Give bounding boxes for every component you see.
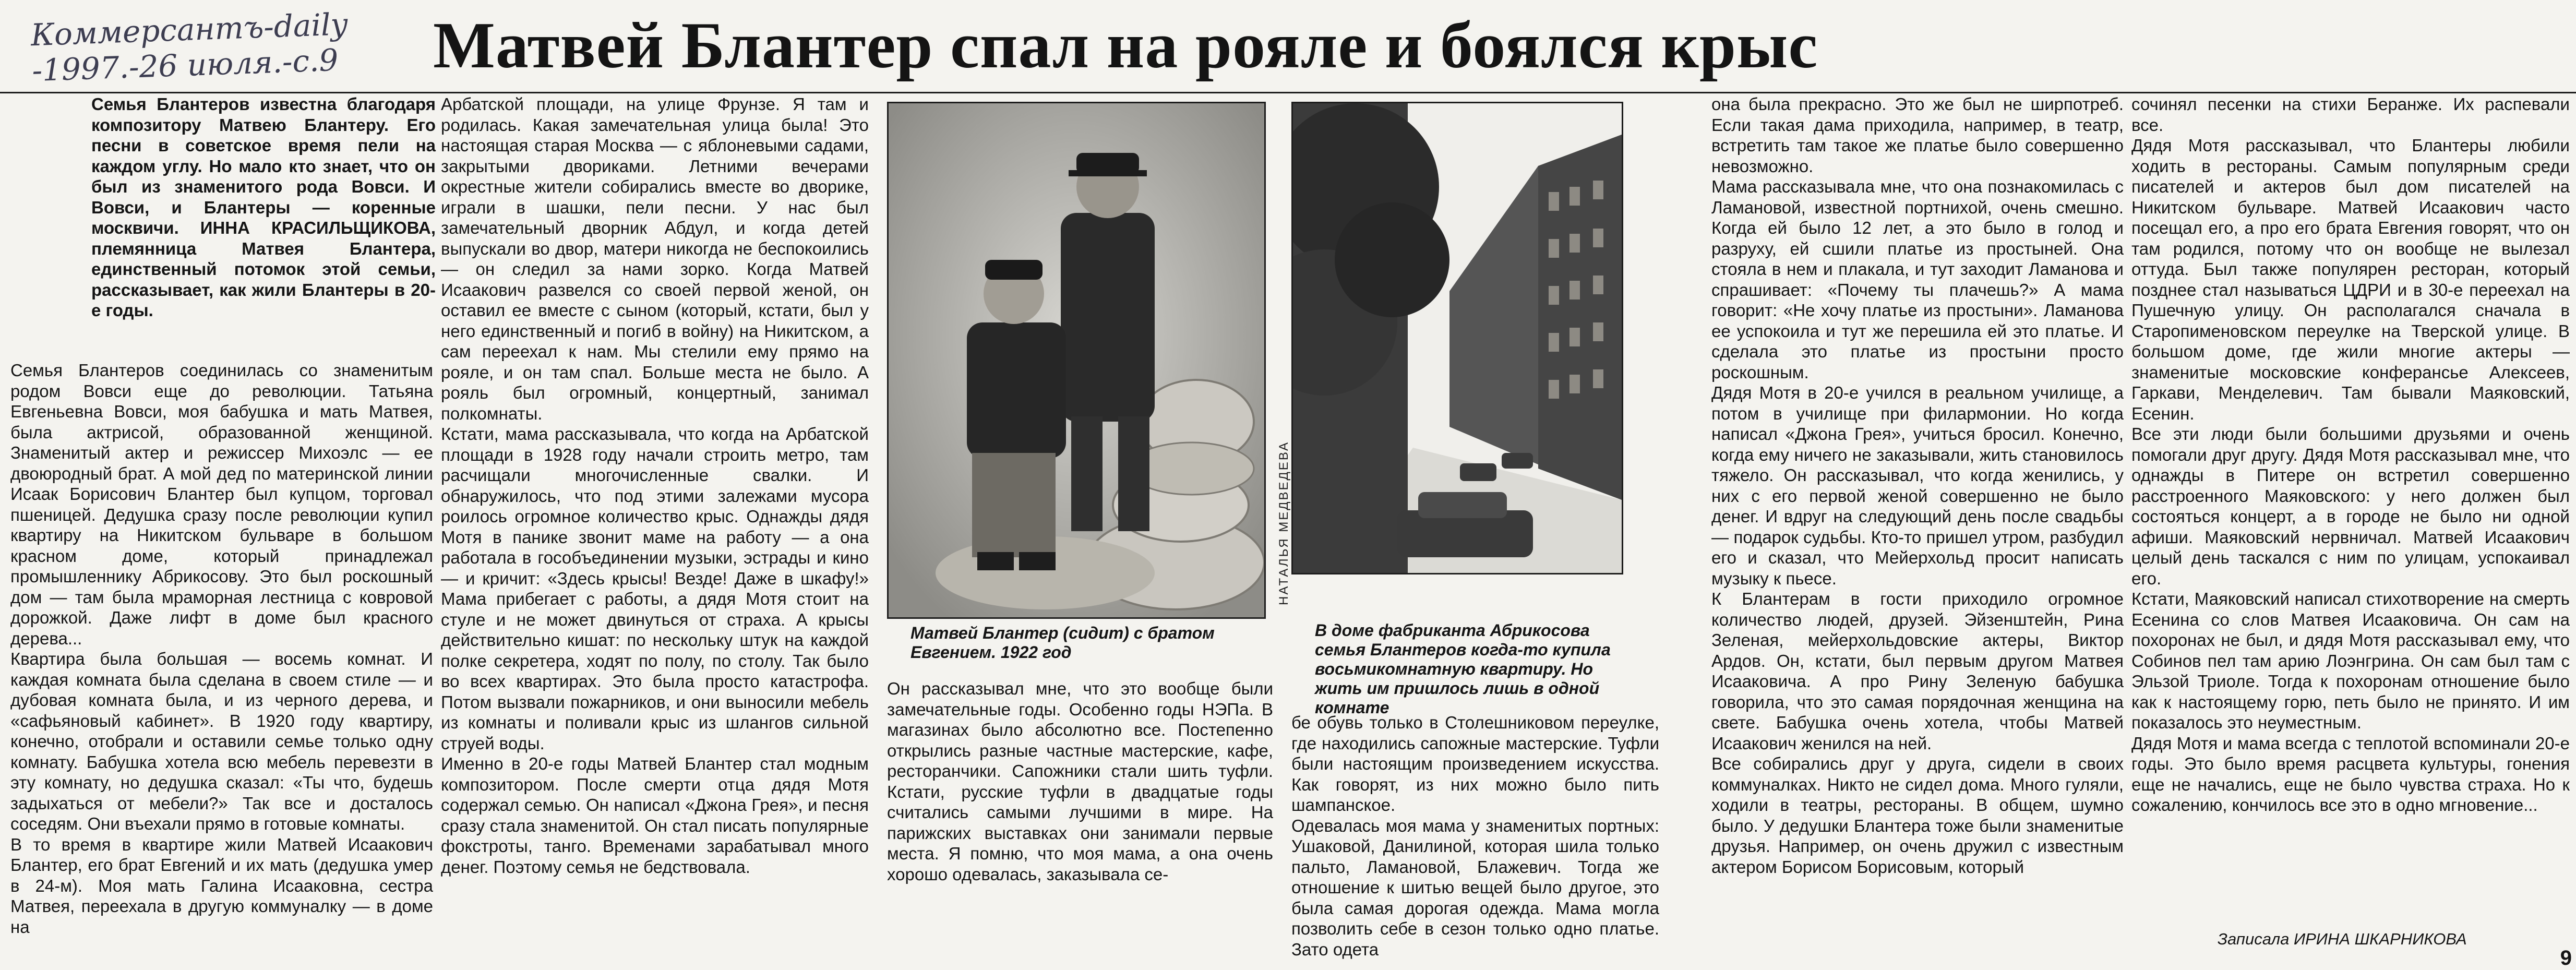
signature: Записала ИРИНА ШКАРНИКОВА bbox=[2218, 930, 2467, 948]
column-6-body: сочинял песенки на стихи Беранже. Их распевали все. Дядя Мотя рассказывал, что Блантеры любили ходить в рестораны. Самым популярным среди писателей и актеров был дом писателей на Никитском бульваре. Матвей Исаакович часто посещал его, а про его брата Евгения говорят, что он там родился, потому что он вообще не вылезал оттуда. Был также популярен ресторан, который позднее стал называться ЦДРИ и в 30-е переехал на Пушечную улицу. Он располагался сначала в Старопименовском переулке на Тверской улице. В большом доме, где жили многие актеры — знаменитые московские конферансье Алексеев, Гаркави, Менделевич. Там бывали Маяковский, Есенин. Все эти люди были большими друзьями и очень помогали друг другу. Дядя Мотя рассказывал мне, что однажды в Питере он встретил совершенно расстроенного Маяковского: у него должен был состояться концерт, а в городе не было ни одной афиши. Маяковский нервничал. Матвей Исаакович целый день таскался с ним по улицам, успокаивал его. Кстати, Маяковский написал стихотворение на смерть Есенина со слов Матвея Исааковича. Он сам на похоронах не был, и дядя Мотя рассказывал ему, что Собинов пел там арию Лоэнгрина. Он сам был там с Эльзой Триоле. Тогда к похоронам отношение было как к настоящему горю, петь было не принято. И им показалось это неуместным. Дядя Мотя и мама всегда с теплотой вспоминали 20-е годы. Это было время расцвета культуры, гонения еще не начались, еще не было чувства страха. Но к сожалению, кончилось все это в одно мгновение... bbox=[2131, 94, 2570, 815]
headline-rule bbox=[0, 92, 2576, 93]
photo-credit: НАТАЛЬЯ МЕДВЕДЕВА bbox=[1277, 440, 1291, 605]
photo-caption-brothers: Матвей Блантер (сидит) с братом Евгением. 1922 год bbox=[910, 624, 1215, 662]
headline: Матвей Блантер спал на рояле и боялся крыс bbox=[433, 9, 1818, 82]
photo-blanter-brothers bbox=[887, 102, 1266, 619]
column-4-lower: бе обувь только в Столешниковом переулке, где находились сапожные мастерские. Туфли были настоящим произведением искусства. Как говорят, из них можно было пить шампанское. Одевалась моя мама у знаменитых портных: Ушаковой, Данилиной, которая шила только пальто, Ламановой, Блажевич. Тогда же отношение к шитью вещей было другое, это была самая дорогая одежда. Мама могла позволить себе в сезон только одно платье. Зато одета bbox=[1291, 713, 1659, 959]
column-2-body: Арбатской площади, на улице Фрунзе. Я там и родилась. Какая замечательная улица была! Это настоящая старая Москва — с яблоневыми садами, закрытыми двориками. Летними вечерами окрестные жители собирались вместе во дворике, играли в шашки, пели песни. У нас был замечательный дворник Абдул, и когда детей выпускали во двор, матери никогда не беспокоились — он следил за нами зорко. Когда Матвей Исаакович развелся со своей первой женой, он оставил ее вместе с сыном (который, кстати, был у него единственный и погиб в войну) на Никитском, а сам переехал к нам. Мы стелили ему прямо на рояле, и он там спал. Больше места не было. А рояль был огромный, концертный, занимал полкомнаты. Кстати, мама рассказывала, что когда на Арбатской площади в 1928 году начали строить метро, там расчищали многочисленные свалки. И обнаружилось, что под этими залежами мусора роилось огромное количество крыс. Однажды дядя Мотя в панике звонит маме на работу — а она работала в гособъединении музыки, эстрады и кино — и кричит: «Здесь крысы! Везде! Даже в шкафу!» Мама прибегает с работы, а дядя Мотя стоит на стуле и не может двинуться от страха. А крысы действительно кишат: по нескольку штук на каждой полке секретера, ходят по полу, по столу. Так было во всех квартирах. Это была просто катастрофа. Потом вызвали пожарников, и они выносили мебель из комнаты и поливали крыс из шлангов сильной струей воды. Именно в 20-е годы Матвей Блантер стал модным композитором. После смерти отца дядя Мотя содержал семью. Он написал «Джона Грея», и песня сразу стала знаменитой. Он стал писать популярные фокстроты, танго. Временами зарабатывал много денег. Поэтому семья не бедствовала. bbox=[441, 94, 869, 877]
photo-street-image bbox=[1293, 103, 1622, 573]
photo-abrikosov-house bbox=[1291, 102, 1623, 574]
photo-caption-abrikosov-house: В доме фабриканта Абрикосова семья Блантеров когда-то купила восьмикомнатную квартиру. Но жить им пришлось лишь в одной комнате bbox=[1315, 621, 1611, 717]
page-number: 9 bbox=[2560, 947, 2572, 969]
lead-paragraph: Семья Блантеров известна благодаря композитору Матвею Блантеру. Его песни в советское время пели на каждом углу. Но мало кто знает, что он был из знаменитого рода Вовси. И Вовси, и Блантеры — коренные москвичи. ИННА КРАСИЛЬЩИКОВА, племянница Матвея Блантера, единственный потомок этой семьи, рассказывает, как жили Блантеры в 20-е годы. bbox=[91, 94, 436, 320]
photo-brothers-image bbox=[889, 103, 1264, 617]
column-1-body: Семья Блантеров соединилась со знаменитым родом Вовси еще до революции. Татьяна Евгеньевна Вовси, моя бабушка и мать Матвея, была актрисой, образованной женщиной. Знаменитый актер и режиссер Михоэлс — ее двоюродный брат. А мой дед по материнской линии Исаак Борисович Блантер был купцом, торговал пшеницей. Дедушка сразу после революции купил квартиру на Никитском бульваре в большом красном доме, который принадлежал промышленнику Абрикосову. Это был роскошный дом — там была мраморная лестница с ковровой дорожкой. Даже лифт в доме был красного дерева... Квартира была большая — восемь комнат. И каждая комната была сделана в своем стиле — и дубовая комната была, и из черного дерева, и «сафьяновый кабинет». В 1920 году квартиру, конечно, отобрали и оставили семье только одну комнату. Бабушка хотела всю мебель перевезти в эту комнату, но дедушка сказал: «Ты что, будешь задыхаться от мебели?» Так все и досталось соседям. Они въехали прямо в готовые комнаты. В то время в квартире жили Матвей Исаакович Блантер, его брат Евгений и их мать (дедушка умер в 24-м). Моя мать Галина Исааковна, сестра Матвея, переехала в другую коммуналку — в доме на bbox=[10, 361, 433, 937]
column-5-body: она была прекрасно. Это же был не ширпотреб. Если такая дама приходила, например, в театр, встретить там такое же платье было совершенно невозможно. Мама рассказывала мне, что она познакомилась с Ламановой, известной портнихой, очень смешно. Когда ей было 12 лет, а это было в голод и разруху, ей сшили платье из простыней. Она стояла в нем и плакала, и тут заходит Ламанова и спрашивает: «Почему ты плачешь?» А мама говорит: «Не хочу платье из простыни». Ламанова ее успокоила и тут же перешила ей это платье. И сделала это платье из простыни просто роскошным. Дядя Мотя в 20-е учился в реальном училище, а потом в училище при филармонии. Но когда написал «Джона Грея», учиться бросил. Конечно, когда ему ничего не заказывали, жить становилось тяжело. Он рассказывал, что когда женились, у них с его первой женой совершенно не было денег. И вдруг на следующий день после свадьбы — подарок судьбы. Кто-то пришел утром, разбудил его и сказал, что Мейерхольд просит написать музыку к пьесе. К Блантерам в гости приходило огромное количество людей, друзей. Эйзенштейн, Рина Зеленая, мейерхольдовские актеры, Виктор Ардов. Он, кстати, был первым другом Матвея Исааковича. А про Рину Зеленую бабушка говорила, что это самая порядочная женщина на свете. Бабушка очень хотела, чтобы Матвей Исаакович женился на ней. Все собирались друг у друга, сидели в своих коммуналках. Никто не сидел дома. Много гуляли, ходили в театры, рестораны. В общем, шумно было. У дедушки Блантера тоже были знаменитые друзья. Например, он очень дружил с известным актером Борисом Борисовым, который bbox=[1711, 94, 2124, 877]
handwritten-note: Коммерсантъ-daily -1997.-26 июля.-с.9 bbox=[30, 6, 349, 89]
column-3-lower: Он рассказывал мне, что это вообще были замечательные годы. Особенно годы НЭПа. В магазинах было абсолютно все. Постепенно открылись разные частные мастерские, кафе, ресторанчики. Сапожники стали шить туфли. Кстати, русские туфли в двадцатые годы считались самыми лучшими в мире. На парижских выставках они занимали первые места. Я помню, что моя мама, а она очень хорошо одевалась, заказывала се- bbox=[887, 679, 1273, 884]
